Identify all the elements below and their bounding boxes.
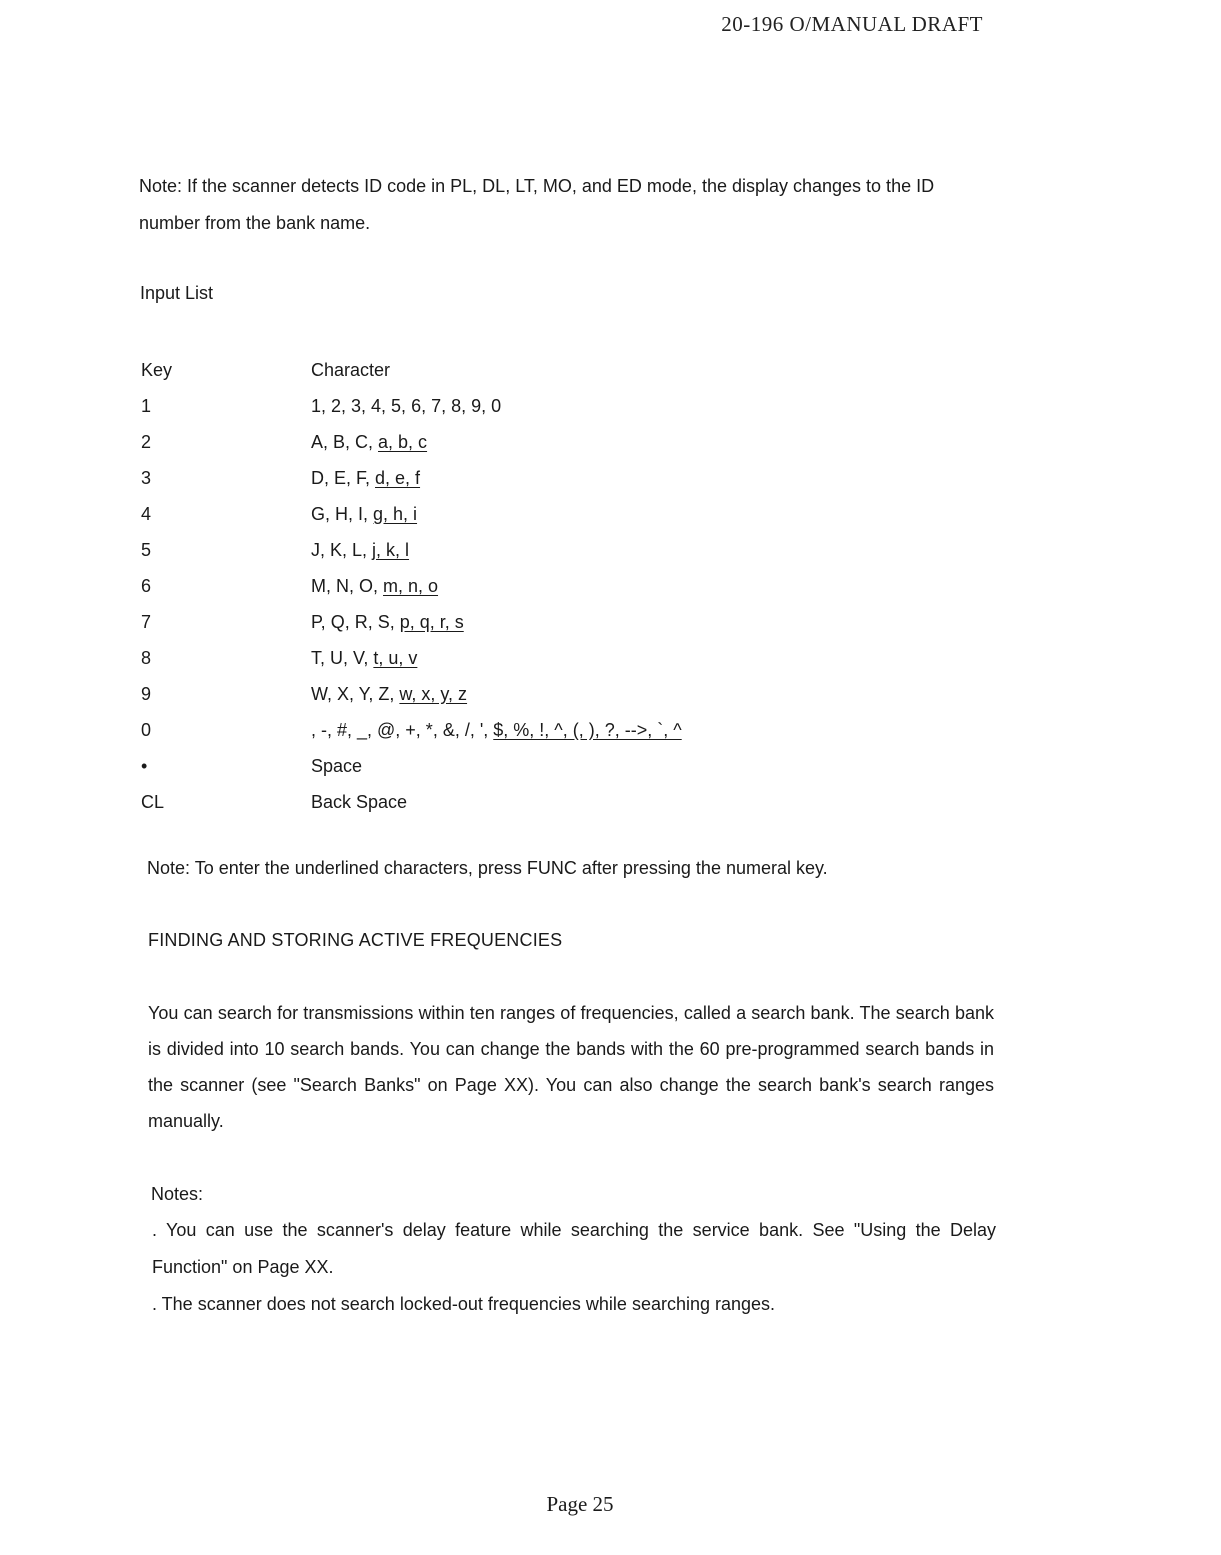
key-cell: • bbox=[141, 755, 148, 776]
table-row bbox=[141, 424, 761, 460]
character-cell bbox=[311, 396, 761, 417]
column-header-key: Key bbox=[141, 359, 173, 380]
table-row bbox=[141, 388, 761, 424]
plain-characters: G, H, I, bbox=[311, 503, 374, 524]
key-cell: 7 bbox=[141, 611, 152, 632]
character-cell bbox=[311, 504, 761, 525]
page-number: Page 25 bbox=[546, 1492, 614, 1516]
column-header-character: Character bbox=[311, 359, 391, 380]
table-row bbox=[141, 748, 761, 784]
table-row bbox=[141, 640, 761, 676]
underlined-characters: t, u, v bbox=[373, 647, 418, 668]
underlined-characters: $, %, !, ^, (, ), ?, -->, `, ^ bbox=[493, 719, 682, 740]
character-cell bbox=[311, 612, 761, 633]
plain-characters: M, N, O, bbox=[311, 575, 383, 596]
key-cell: 5 bbox=[141, 539, 152, 560]
character-cell bbox=[311, 792, 761, 813]
notes-label: Notes: bbox=[151, 1184, 204, 1204]
key-cell: CL bbox=[141, 791, 165, 812]
plain-characters: P, Q, R, S, bbox=[311, 611, 400, 632]
document-header: 20-196 O/MANUAL DRAFT bbox=[721, 12, 983, 36]
id-code-note: Note: If the scanner detects ID code in PL, DL, LT, MO, and ED mode, the display changes to the ID number from the bank name. bbox=[139, 176, 935, 233]
plain-characters: T, U, V, bbox=[311, 647, 374, 668]
underlined-characters: d, e, f bbox=[375, 467, 421, 488]
character-cell bbox=[311, 540, 761, 561]
underlined-characters: m, n, o bbox=[383, 575, 439, 596]
underlined-characters: g, h, i bbox=[373, 503, 418, 524]
input-list-title: Input List bbox=[140, 283, 214, 303]
table-body bbox=[141, 388, 761, 820]
key-cell: 6 bbox=[141, 575, 152, 596]
table-row bbox=[141, 676, 761, 712]
character-cell bbox=[311, 684, 761, 705]
key-cell: 9 bbox=[141, 683, 152, 704]
underlined-characters: p, q, r, s bbox=[399, 611, 464, 632]
table-row bbox=[141, 568, 761, 604]
character-cell bbox=[311, 468, 761, 489]
character-cell bbox=[311, 648, 761, 669]
table-row bbox=[141, 604, 761, 640]
character-cell bbox=[311, 576, 761, 597]
table-row bbox=[141, 460, 761, 496]
plain-characters: , -, #, _, @, +, *, &, /, ', bbox=[311, 719, 494, 740]
character-cell bbox=[311, 432, 761, 453]
plain-characters: D, E, F, bbox=[311, 467, 376, 488]
plain-characters: J, K, L, bbox=[311, 539, 373, 560]
note-item-lockout: . The scanner does not search locked-out frequencies while searching ranges. bbox=[152, 1294, 776, 1314]
character-cell bbox=[311, 756, 761, 777]
underlined-characters: j, k, l bbox=[372, 539, 410, 560]
underlined-characters: a, b, c bbox=[378, 431, 428, 452]
section-heading: FINDING AND STORING ACTIVE FREQUENCIES bbox=[148, 930, 563, 950]
plain-characters: Space bbox=[311, 755, 363, 776]
key-cell: 0 bbox=[141, 719, 152, 740]
plain-characters: W, X, Y, Z, bbox=[311, 683, 400, 704]
key-cell: 8 bbox=[141, 647, 152, 668]
input-list-table bbox=[141, 352, 761, 820]
key-cell: 4 bbox=[141, 503, 152, 524]
note-item-delay: . You can use the scanner's delay feature while searching the service bank. See "Using the Delay Function" on Page XX. bbox=[152, 1220, 996, 1277]
table-row bbox=[141, 532, 761, 568]
underlined-characters: w, x, y, z bbox=[399, 683, 468, 704]
key-cell: 3 bbox=[141, 467, 152, 488]
character-cell bbox=[311, 720, 761, 741]
table-header-row bbox=[141, 352, 761, 388]
plain-characters: A, B, C, bbox=[311, 431, 379, 452]
table-row bbox=[141, 784, 761, 820]
notes-list bbox=[152, 1212, 996, 1323]
section-paragraph: You can search for transmissions within ten ranges of frequencies, called a search bank. The search bank is divided into 10 search bands. You can change the bands with the 60 pre-programmed search bands in the scanner (see "Search Banks" on Page XX). You can also change the search bank's search ranges manually. bbox=[148, 1003, 994, 1131]
table-row bbox=[141, 496, 761, 532]
table-row bbox=[141, 712, 761, 748]
key-cell: 1 bbox=[141, 395, 152, 416]
underline-note: Note: To enter the underlined characters, press FUNC after pressing the numeral key. bbox=[147, 858, 828, 878]
plain-characters: Back Space bbox=[311, 791, 408, 812]
key-cell: 2 bbox=[141, 431, 152, 452]
plain-characters: 1, 2, 3, 4, 5, 6, 7, 8, 9, 0 bbox=[311, 395, 502, 416]
